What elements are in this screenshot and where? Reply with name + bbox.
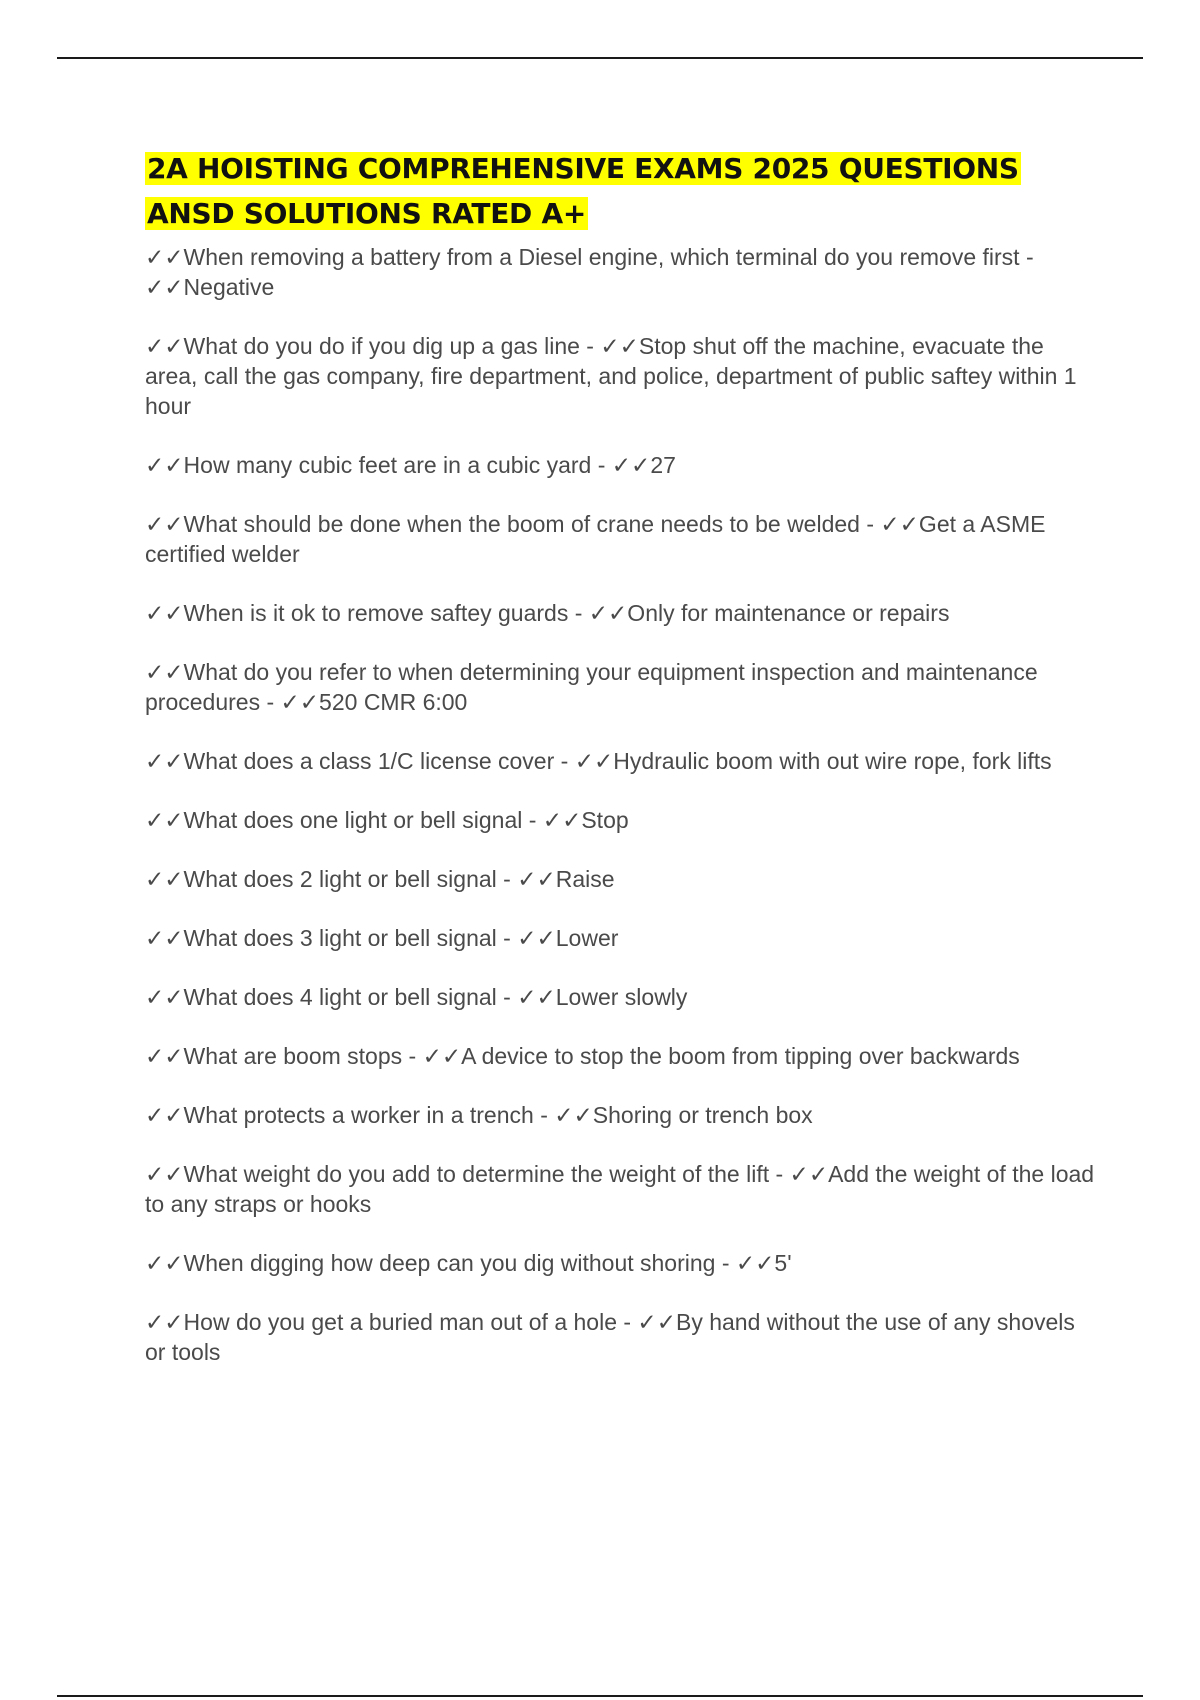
- top-rule: [57, 57, 1143, 59]
- qa-item: ✓✓What does one light or bell signal - ✓✓Stop: [145, 807, 629, 833]
- qa-item: ✓✓How many cubic feet are in a cubic yard - ✓✓27: [145, 452, 676, 478]
- qa-item: ✓✓What do you do if you dig up a gas line - ✓✓Stop shut off the machine, evacuate the area, call the gas company, fire department, and police, department of public saftey within 1 hour: [145, 333, 1077, 419]
- qa-item: ✓✓What does 4 light or bell signal - ✓✓Lower slowly: [145, 984, 688, 1010]
- document-title-text: 2A HOISTING COMPREHENSIVE EXAMS 2025 QUESTIONS ANSD SOLUTIONS RATED A+: [147, 152, 1019, 230]
- qa-item: ✓✓What do you refer to when determining your equipment inspection and maintenance procedures - ✓✓520 CMR 6:00: [145, 659, 1038, 715]
- qa-item: ✓✓What should be done when the boom of crane needs to be welded - ✓✓Get a ASME certified welder: [145, 511, 1046, 567]
- qa-item: ✓✓What weight do you add to determine the weight of the lift - ✓✓Add the weight of the load to any straps or hooks: [145, 1161, 1095, 1217]
- qa-item: ✓✓When is it ok to remove saftey guards - ✓✓Only for maintenance or repairs: [145, 600, 950, 626]
- document-body: [145, 146, 1095, 1396]
- document-title: [145, 146, 1095, 236]
- qa-item: ✓✓What does 2 light or bell signal - ✓✓Raise: [145, 866, 615, 892]
- qa-item: ✓✓What does 3 light or bell signal - ✓✓Lower: [145, 925, 619, 951]
- qa-list: [145, 242, 1095, 1367]
- qa-item: ✓✓What protects a worker in a trench - ✓✓Shoring or trench box: [145, 1102, 813, 1128]
- qa-item: ✓✓What does a class 1/C license cover - ✓✓Hydraulic boom with out wire rope, fork lifts: [145, 748, 1052, 774]
- qa-item: ✓✓What are boom stops - ✓✓A device to stop the boom from tipping over backwards: [145, 1043, 1020, 1069]
- bottom-rule: [57, 1695, 1143, 1697]
- qa-item: ✓✓When removing a battery from a Diesel engine, which terminal do you remove first - ✓✓Negative: [145, 244, 1034, 300]
- qa-item: ✓✓How do you get a buried man out of a hole - ✓✓By hand without the use of any shovels or tools: [145, 1309, 1075, 1365]
- qa-item: ✓✓When digging how deep can you dig without shoring - ✓✓5': [145, 1250, 792, 1276]
